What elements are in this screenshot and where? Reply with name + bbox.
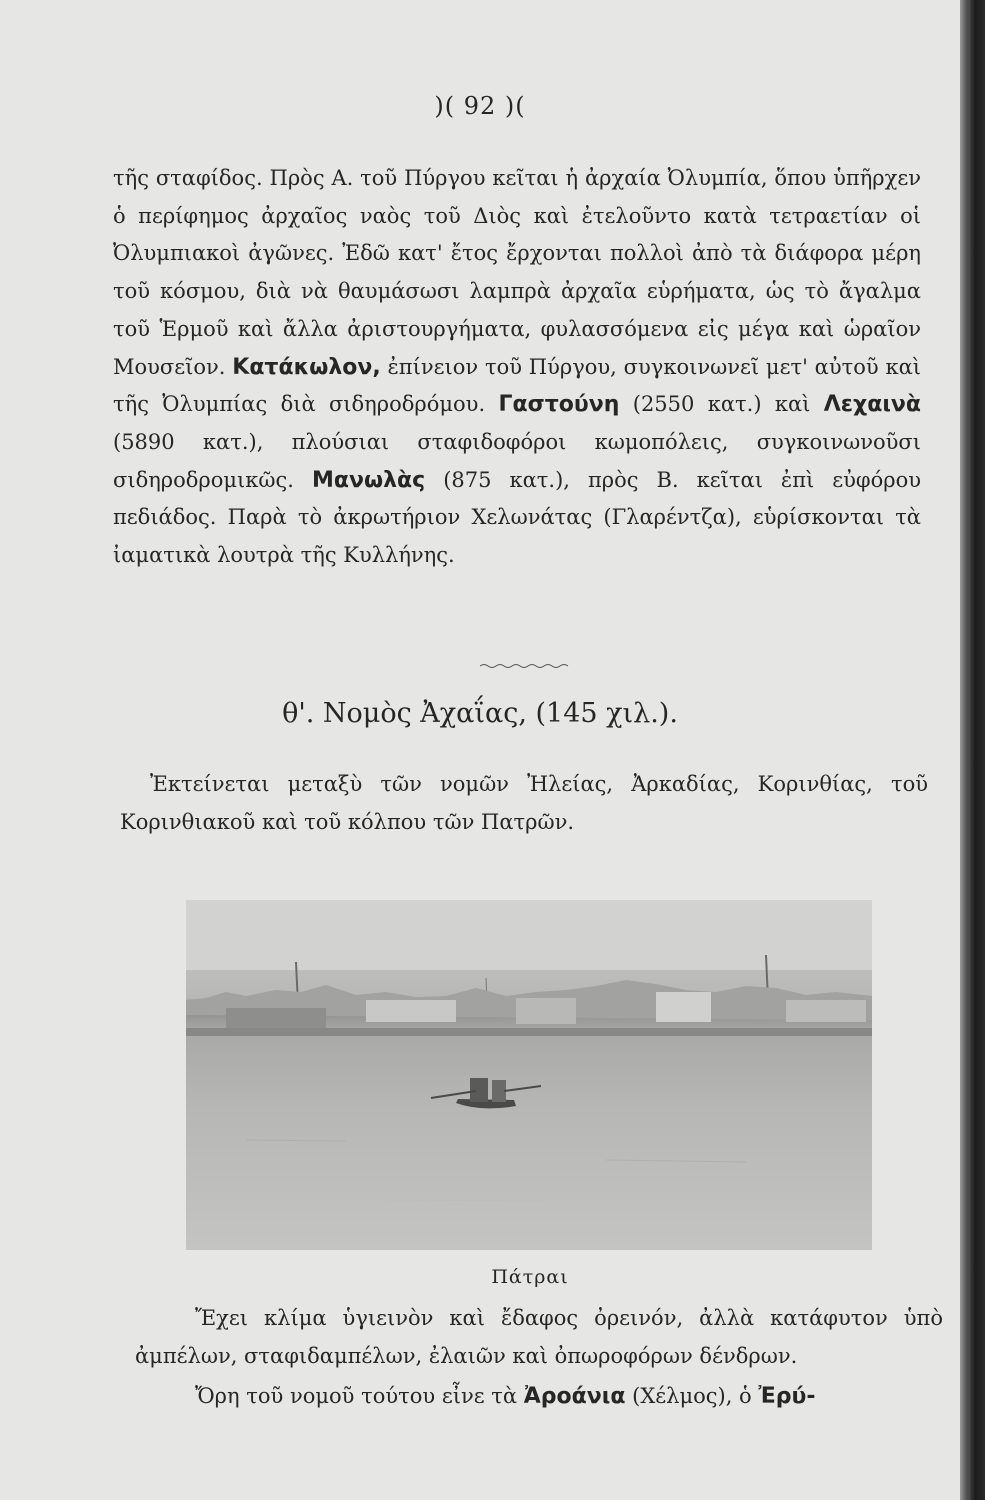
bold-term-erymanthos: Ἐρύ- [758, 1384, 816, 1409]
bold-term-gastouni: Γαστούνη [498, 392, 620, 418]
text-run: τῆς σταφίδος. Πρὸς Α. τοῦ Πύργου κεῖται ἡ ἀρχαία Ὀλυμπία, ὅπου ὑπῆρχεν ὁ περίφημος ἀρχαῖος ναὸς τοῦ Διὸς καὶ ἐτελοῦντο κατὰ τετραετίαν οἱ Ὀλυμπιακοὶ ἀγῶνες. Ἐδῶ κατ' ἔτος ἔρχονται πολλοὶ ἀπὸ τὰ διάφορα μέρη τοῦ κόσμου, διὰ νὰ θαυμάσωσι λαμπρὰ ἀρχαῖα εὑρήματα, ὡς τὸ ἄγαλμα τοῦ Ἑρμοῦ καὶ ἄλλα ἀριστουργήματα, φυλασσόμενα εἰς μέγα καὶ ὡραῖον Μουσεῖον. [113, 166, 921, 379]
section-divider-ornament [480, 662, 572, 668]
text-run: (5890 κατ.), πλούσιαι σταφιδοφόροι κωμοπόλεις, συγκοινωνοῦσι σιδηροδρομικῶς. [113, 429, 921, 492]
bold-term-katakolon: Κατάκωλον, [232, 354, 381, 380]
book-gutter-edge [968, 0, 970, 1500]
paragraph-achaia-mountains [135, 1378, 943, 1416]
paragraph-ilia-towns [113, 160, 921, 575]
photo-patras-harbor-drawing [186, 900, 872, 1250]
text-run: Ὄρη τοῦ νομοῦ τούτου εἶνε τὰ [195, 1384, 524, 1408]
bold-term-manolas: Μανωλὰς [312, 467, 426, 493]
text-run: (Χέλμος), ὁ [625, 1384, 759, 1408]
bold-term-lechaina: Λεχαινὰ [823, 392, 921, 418]
text-run: (2550 κατ.) καὶ [619, 392, 824, 417]
photo-patras-harbor [186, 900, 872, 1250]
photo-caption: Πάτραι [491, 1266, 569, 1288]
book-gutter [960, 0, 985, 1500]
page-number: )( 92 )( [434, 92, 526, 120]
text-run: (875 κατ.), πρὸς Β. κεῖται ἐπὶ εὐφόρου πεδιάδος. Παρὰ τὸ ἀκρωτήριον Χελωνάτας (Γλαρέντζα), εὑρίσκονται τὰ ἰαματικὰ λουτρὰ τῆς Κυλλήνης. [113, 467, 921, 568]
bold-term-aroania: Ἀροάνια [523, 1384, 626, 1409]
text-run: ἐπίνειον τοῦ Πύργου, συγκοινωνεῖ μετ' αὐτοῦ καὶ τῆς Ὀλυμπίας διὰ σιδηροδρόμου. [113, 354, 921, 417]
paragraph-achaia-borders: Ἐκτείνεται μεταξὺ τῶν νομῶν Ἠλείας, Ἀρκαδίας, Κορινθίας, τοῦ Κορινθιακοῦ καὶ τοῦ κόλπου τῶν Πατρῶν. [120, 772, 928, 834]
paragraph-achaia-climate: Ἔχει κλίμα ὑγιεινὸν καὶ ἔδαφος ὀρεινόν, ἀλλὰ κατάφυτον ὑπὸ ἀμπέλων, σταφιδαμπέλων, ἐλαιῶν καὶ ὀπωροφόρων δένδρων. [135, 1306, 943, 1368]
section-heading: θ'. Νομὸς Ἀχαΐας, (145 χιλ.). [282, 698, 678, 729]
